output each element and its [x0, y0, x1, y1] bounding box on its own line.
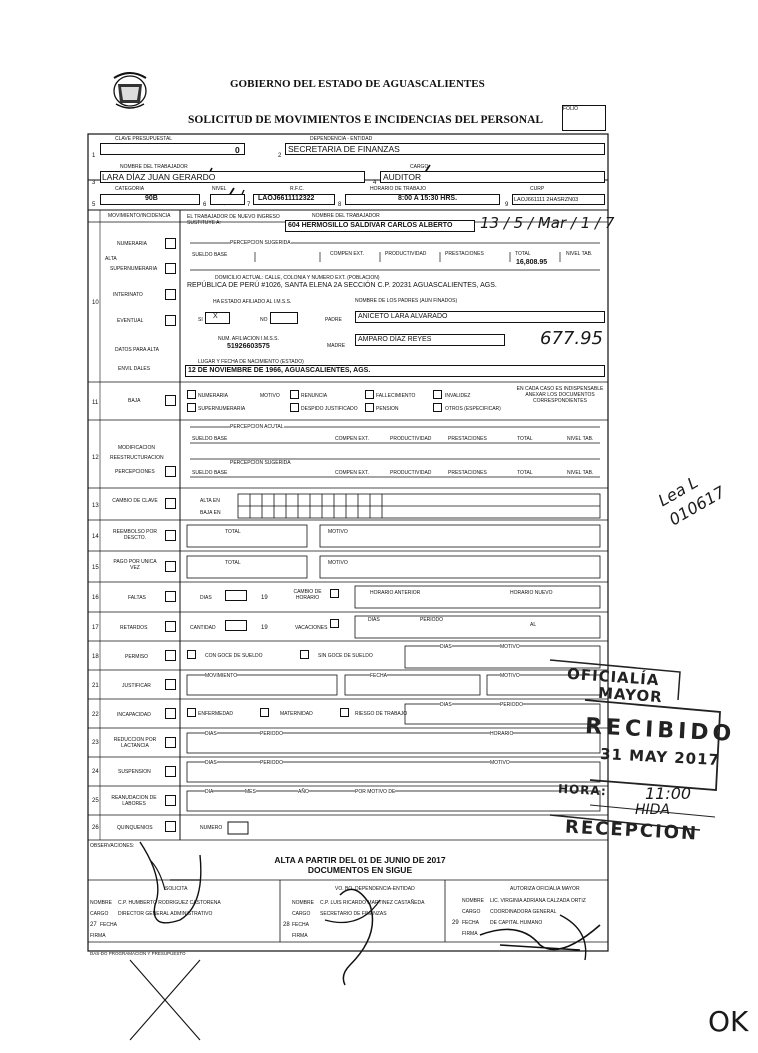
mod-percepcion-sugerida-label: PERCEPCION SUGERIDA: [230, 460, 291, 466]
cargo-value: AUDITOR: [383, 172, 422, 182]
total-label: TOTAL: [515, 251, 531, 257]
horario-value: 8:00 A 15:30 HRS.: [398, 195, 458, 202]
ok-mark: OK: [708, 1005, 749, 1038]
incapacidad-label: INCAPACIDAD: [117, 712, 151, 718]
sig3-fecha-label: FECHA: [462, 920, 479, 926]
pago-unica-label: PAGO POR UNICA VEZ: [113, 559, 157, 571]
despido-label: DESPIDO JUSTIFICADO: [301, 406, 358, 412]
vacaciones-label: VACACIONES: [295, 625, 328, 631]
pago-motivo-label: MOTIVO: [328, 560, 348, 566]
justificar-checkbox[interactable]: [165, 679, 176, 690]
coat-of-arms-logo: [114, 73, 146, 108]
con-goce-checkbox[interactable]: [187, 650, 196, 659]
reanudacion-ano-label: AÑO: [298, 789, 309, 795]
si-value: X: [213, 313, 218, 320]
vacaciones-checkbox[interactable]: [330, 619, 339, 628]
baja-supernumeraria-label: SUPERNUMERARIA: [198, 406, 246, 412]
reduccion-label: REDUCCION POR LACTANCIA: [113, 737, 157, 749]
permiso-dias-label: DIAS: [440, 644, 452, 650]
solicita-label: SOLICITA: [165, 886, 188, 892]
stamp-hora-value: 11:00: [645, 784, 692, 803]
enfermedad-checkbox[interactable]: [187, 708, 196, 717]
alta-en-label: ALTA EN: [200, 498, 220, 504]
mod-nivel-tab-label: NIVEL TAB.: [567, 436, 594, 442]
mod-compensacion-label: COMPEN EXT.: [335, 436, 369, 442]
padres-label: NOMBRE DE LOS PADRES (AUN FINADOS): [355, 298, 458, 304]
sig3-nombre-label: NOMBRE: [462, 898, 484, 904]
sin-goce-checkbox[interactable]: [300, 650, 309, 659]
domicilio-label: DOMICILIO ACTUAL: CALLE, COLONIA Y NUMERO EXT. (POBLACION): [215, 275, 380, 281]
invalidez-checkbox[interactable]: [433, 390, 442, 399]
trabajador-value: LARA DÍAZ JUAN GERARDO: [102, 172, 216, 182]
justificar-fecha-label: FECHA: [370, 673, 387, 679]
suspension-periodo-label: PERIODO: [260, 760, 284, 766]
interinato-label: INTERINATO: [113, 292, 143, 298]
justificar-movimiento-label: MOVIMIENTO: [205, 673, 238, 679]
permiso-motivo-label: MOTIVO: [500, 644, 520, 650]
percepcion-sugerida-label: PERCEPCION SUGERIDA: [230, 240, 291, 246]
fallecimiento-label: FALLECIMIENTO: [376, 393, 416, 399]
baja-numeraria-label: NUMERARIA: [198, 393, 229, 399]
sig3-nombre-value: LIC. VIRGINIA ADRIANA CALZADA ORTIZ: [490, 898, 586, 904]
stamp-recibe-value: HIDA: [635, 802, 671, 818]
madre-value: AMPARO DÍAZ REYES: [358, 336, 432, 343]
compensacion-label: COMPEN EXT.: [330, 251, 364, 257]
permiso-label: PERMISO: [125, 654, 149, 660]
lactancia-periodo-label: PERIODO: [260, 731, 284, 737]
lactancia-dias-label: DIAS: [205, 731, 217, 737]
trabajador-label: NOMBRE DEL TRABAJADOR: [120, 164, 188, 170]
reembolso-checkbox[interactable]: [165, 530, 176, 541]
stamp-hora-label: HORA:: [557, 781, 608, 799]
reanudacion-mes-label: MES: [245, 789, 256, 795]
pension-checkbox[interactable]: [365, 403, 374, 412]
fallecimiento-checkbox[interactable]: [365, 390, 374, 399]
baja-en-label: BAJA EN: [200, 510, 221, 516]
mod2-compensacion-label: COMPEN EXT.: [335, 470, 369, 476]
observaciones-line2: DOCUMENTOS EN SIGUE: [307, 865, 413, 875]
si-label: SI: [198, 317, 203, 323]
sin-goce-label: SIN GOCE DE SUELDO: [318, 653, 373, 659]
otros-checkbox[interactable]: [433, 403, 442, 412]
rfc-value: LAOJ6611112322: [258, 195, 315, 202]
baja-numeraria-checkbox[interactable]: [187, 390, 196, 399]
baja-supernumeraria-checkbox[interactable]: [187, 403, 196, 412]
cambio-horario-label: CAMBIO DE HORARIO: [293, 589, 322, 601]
sig1-cargo-label: CARGO: [90, 911, 109, 917]
numeraria-label: NUMERARIA: [117, 241, 148, 247]
domicilio-value: REPÚBLICA DE PERÚ #1026, SANTA ELENA 2A SECCIÓN C.P. 20231 AGUASCALIENTES, AGS.: [187, 282, 497, 289]
handwritten-amount: 677.95: [540, 328, 603, 349]
no-label: NO: [260, 317, 268, 323]
sig2-cargo-label: CARGO: [292, 911, 311, 917]
maternidad-checkbox[interactable]: [260, 708, 269, 717]
stamp-line4: RECEPCION: [564, 816, 699, 845]
nacimiento-label: LUGAR Y FECHA DE NACIMIENTO (ESTADO): [198, 359, 304, 365]
sig2-nombre-value: C.P. LUIS RICARDO MARTINEZ CASTAÑEDA: [320, 900, 425, 906]
nivel-label: NIVEL: [212, 186, 227, 192]
mod2-prestaciones-label: PRESTACIONES: [448, 470, 487, 476]
padre-label: PADRE: [325, 317, 342, 323]
rfc-label: R.F.C.: [290, 186, 304, 192]
baja-checkbox[interactable]: [165, 395, 176, 406]
cargo-label: CARGO: [410, 164, 429, 170]
stamp-line1: OFICIALÍA: [566, 664, 661, 690]
quinquenios-numero-label: NUMERO: [200, 825, 223, 831]
con-goce-label: CON GOCE DE SUELDO: [205, 653, 263, 659]
sustituye-nombre-value: 604 HERMOSILLO SALDIVAR CARLOS ALBERTO: [288, 222, 453, 229]
dependencia-label: DEPENDENCIA - ENTIDAD: [310, 136, 373, 142]
sustituye-nombre-label: NOMBRE DEL TRABAJADOR: [312, 213, 380, 219]
vacaciones-dias-label: DIAS: [368, 617, 380, 623]
justificar-label: JUSTIFICAR: [122, 683, 151, 689]
invalidez-label: INVALIDEZ: [445, 393, 471, 399]
mod2-sueldo-base-label: SUELDO BASE: [192, 470, 228, 476]
quinquenios-checkbox[interactable]: [165, 821, 176, 832]
pago-total-label: TOTAL: [225, 560, 241, 566]
mod-prestaciones-label: PRESTACIONES: [448, 436, 487, 442]
incapacidad-dias-label: DIAS: [440, 702, 452, 708]
faltas-dias-field[interactable]: [225, 590, 247, 601]
mod-sueldo-base-label: SUELDO BASE: [192, 436, 228, 442]
clave-value: 0: [235, 145, 240, 155]
mod-productividad-label: PRODUCTIVIDAD: [390, 436, 432, 442]
observaciones-label: OBSERVACIONES:: [90, 843, 135, 849]
lactancia-horario-label: HORARIO: [490, 731, 514, 737]
sig2-fecha-label: FECHA: [292, 922, 309, 928]
sig1-nombre-value: C.P. HUMBERTO RODRIGUEZ CASTORENA: [118, 900, 221, 906]
curp-value: LAOJ661111 2HASRZN03: [514, 197, 579, 203]
supernumeraria-checkbox[interactable]: [165, 263, 176, 274]
madre-label: MADRE: [327, 343, 346, 349]
prestaciones-label: PRESTACIONES: [445, 251, 484, 257]
curp-label: CURP: [530, 186, 545, 192]
mod2-total-label: TOTAL: [517, 470, 533, 476]
alta-label: ALTA: [105, 256, 117, 262]
observaciones-line1: ALTA A PARTIR DEL 01 DE JUNIO DE 2017: [274, 855, 446, 865]
reestructuracion-label: REESTRUCTURACION: [110, 455, 164, 461]
sig3-cargo-value: COORDINADORA GENERAL: [490, 909, 557, 915]
side-note: Lea L 010617: [654, 472, 729, 530]
baja-note: EN CADA CASO ES INDISPENSABLE ANEXAR LOS DOCUMENTOS CORRESPONDIENTES: [516, 386, 604, 404]
horario-label: HORARIO DE TRABAJO: [370, 186, 427, 192]
eventual-checkbox[interactable]: [165, 315, 176, 326]
suspension-dias-label: DIAS: [205, 760, 217, 766]
reembolso-total-label: TOTAL: [225, 529, 241, 535]
despido-checkbox[interactable]: [290, 403, 299, 412]
cambio-clave-label: CAMBIO DE CLAVE: [112, 498, 158, 504]
modificacion-label: MODIFICACION: [118, 445, 155, 451]
form-title: SOLICITUD DE MOVIMIENTOS E INCIDENCIAS DEL PERSONAL: [188, 114, 544, 126]
pago-unica-checkbox[interactable]: [165, 561, 176, 572]
reembolso-label: REEMBOLSO POR DESCTO.: [113, 529, 157, 541]
sig2-firma-label: FIRMA: [292, 933, 308, 939]
suspension-motivo-label: MOTIVO: [490, 760, 510, 766]
permiso-checkbox[interactable]: [165, 650, 176, 661]
clave-label: CLAVE PRESUPUESTAL: [115, 136, 173, 142]
no-box[interactable]: [270, 312, 298, 324]
stamp-date: 31 MAY 2017: [599, 744, 721, 770]
retardos-checkbox[interactable]: [165, 621, 176, 632]
horario-anterior-label: HORARIO ANTERIOR: [370, 590, 421, 596]
autoriza-label: AUTORIZA OFICIALIA MAYOR: [510, 886, 580, 892]
dependencia-value: SECRETARIA DE FINANZAS: [288, 144, 400, 154]
incapacidad-periodo-label: PERIODO: [500, 702, 524, 708]
retardos-label: RETARDOS: [120, 625, 148, 631]
afiliacion-value: 51926603575: [227, 343, 270, 350]
reanudacion-checkbox[interactable]: [165, 795, 176, 806]
percepcion-actual-label: PERCEPCION ACUTAL: [230, 424, 284, 430]
renuncia-checkbox[interactable]: [290, 390, 299, 399]
folio-label: FOLIO: [563, 106, 579, 112]
vobo-label: VO. BO. DEPENDENCIA-ENTIDAD: [335, 886, 415, 892]
percepciones-label: PERCEPCIONES: [115, 469, 155, 475]
percepciones-checkbox[interactable]: [165, 466, 176, 477]
sig1-fecha-label: FECHA: [100, 922, 117, 928]
vacaciones-al-label: AL: [530, 622, 537, 628]
horario-nuevo-label: HORARIO NUEVO: [510, 590, 553, 596]
cambio-clave-checkbox[interactable]: [165, 498, 176, 509]
interinato-checkbox[interactable]: [165, 289, 176, 300]
suspension-checkbox[interactable]: [165, 766, 176, 777]
nivel-tab-label: NIVEL TAB.: [566, 251, 593, 257]
maternidad-label: MATERNIDAD: [280, 711, 313, 717]
sig1-firma-label: FIRMA: [90, 933, 106, 939]
reanudacion-label: REANUDACION DE LABORES: [111, 795, 157, 807]
faltas-checkbox[interactable]: [165, 591, 176, 602]
total-value: 16,808.95: [516, 259, 548, 266]
nivel-field[interactable]: [210, 194, 245, 205]
sig3-cargo-value-2: DE CAPITAL HUMANO: [490, 920, 543, 926]
government-title: GOBIERNO DEL ESTADO DE AGUASCALIENTES: [230, 78, 485, 90]
faltas-label: FALTAS: [128, 595, 146, 601]
reduccion-checkbox[interactable]: [165, 737, 176, 748]
productividad-label: PRODUCTIVIDAD: [385, 251, 427, 257]
retardos-cantidad-field[interactable]: [225, 620, 247, 631]
numeraria-checkbox[interactable]: [165, 238, 176, 249]
baja-motivo-label: MOTIVO: [260, 393, 280, 399]
handwritten-date: 13 / 5 / Mar / 1 / 7: [480, 214, 615, 232]
padre-value: ANICETO LARA ALVARADO: [358, 313, 448, 320]
nacimiento-value: 12 DE NOVIEMBRE DE 1966, AGUASCALIENTES, AGS.: [188, 367, 371, 374]
suspension-label: SUSPENSION: [118, 769, 151, 775]
sig1-nombre-label: NOMBRE: [90, 900, 112, 906]
sig3-cargo-label: CARGO: [462, 909, 481, 915]
enfermedad-label: ENFERMEDAD: [198, 711, 234, 717]
stamp-line3: RECIBIDO: [584, 714, 736, 747]
afiliacion-label: NUM. AFILIACION I.M.S.S.: [218, 336, 279, 342]
reanudacion-motivo-label: POR MOTIVO DE: [355, 789, 396, 795]
reanudacion-dia-label: DIA: [205, 789, 214, 795]
faltas-dias-label: DIAS: [200, 595, 212, 601]
cambio-horario-checkbox[interactable]: [330, 589, 339, 598]
sueldo-base-label: SUELDO BASE: [192, 252, 228, 258]
footer-text: DAS-DG PROGRAMACION Y PRESUPUESTO: [90, 951, 186, 956]
sig1-cargo-value: DIRECTOR GENERAL ADMINISTRATIVO: [118, 911, 213, 917]
datos-alta-label: DATOS PARA ALTA: [115, 347, 159, 353]
mov-incidencia-label: MOVIMIENTO/INCIDENCIA: [108, 213, 171, 219]
categoria-label: CATEGORIA: [115, 186, 145, 192]
sustituye-label: EL TRABAJADOR DE NUEVO INGRESO SUSTITUYE A:: [187, 214, 280, 226]
supernumeraria-label: SUPERNUMERARIA: [110, 266, 158, 272]
mod2-nivel-tab-label: NIVEL TAB.: [567, 470, 594, 476]
otros-label: OTROS (ESPECIFICAR): [445, 406, 501, 412]
stamp-line2: MAYOR: [597, 683, 664, 707]
clave-field[interactable]: [100, 143, 245, 155]
quinquenios-label: QUINQUENIOS: [117, 825, 153, 831]
categoria-value: 90B: [145, 195, 158, 202]
justificar-motivo-label: MOTIVO: [500, 673, 520, 679]
sig2-nombre-label: NOMBRE: [292, 900, 314, 906]
sig2-cargo-value: SECRETARIO DE FINANZAS: [320, 911, 387, 917]
riesgo-checkbox[interactable]: [340, 708, 349, 717]
envil-dales-label: ENVIL DALES: [118, 366, 151, 372]
pension-label: PENSION: [376, 406, 399, 412]
riesgo-label: RIESGO DE TRABAJO: [355, 711, 408, 717]
mod2-productividad-label: PRODUCTIVIDAD: [390, 470, 432, 476]
mod-total-label: TOTAL: [517, 436, 533, 442]
eventual-label: EVENTUAL: [117, 318, 144, 324]
retardos-cantidad-label: CANTIDAD: [190, 625, 216, 631]
reembolso-motivo-label: MOTIVO: [328, 529, 348, 535]
vacaciones-periodo-label: PERIODO: [420, 617, 444, 623]
renuncia-label: RENUNCIA: [301, 393, 328, 399]
incapacidad-checkbox[interactable]: [165, 708, 176, 719]
baja-label: BAJA: [128, 398, 141, 404]
imss-label: HA ESTADO AFILIADO AL I.M.S.S.: [213, 299, 292, 305]
sig3-firma-label: FIRMA: [462, 931, 478, 937]
